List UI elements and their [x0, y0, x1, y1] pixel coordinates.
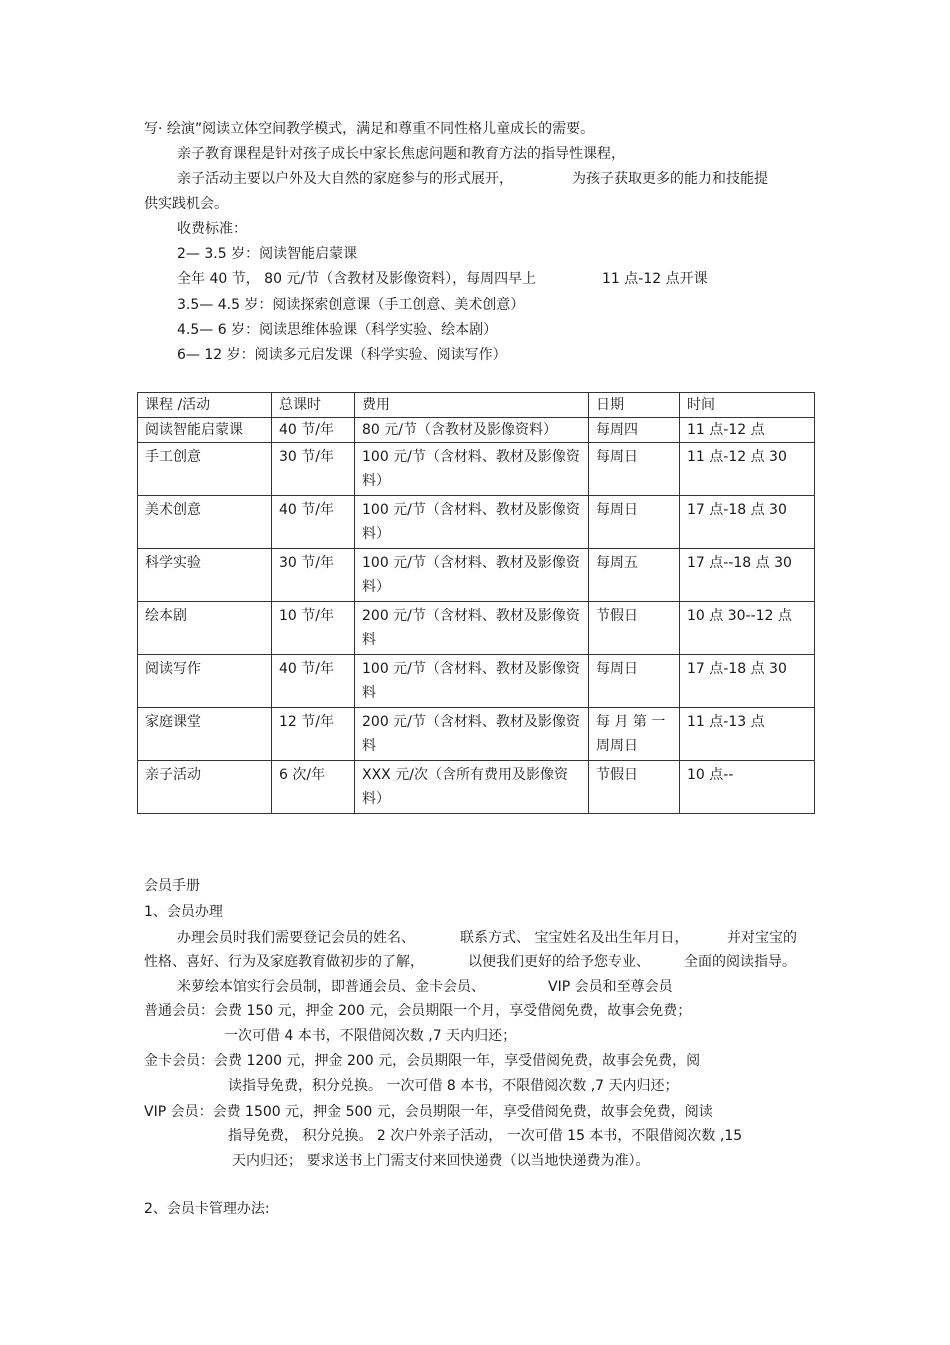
table-cell: 绘本剧 [138, 602, 272, 655]
table-cell: 17 点-18 点 30 [680, 496, 815, 549]
table-cell: 40 节/年 [272, 655, 355, 708]
intro-line: 写· 绘演”阅读立体空间教学模式，满足和尊重不同性格儿童成长的需要。 [144, 121, 595, 137]
table-cell: 17 点--18 点 30 [680, 549, 815, 602]
table-cell: 科学实验 [138, 549, 272, 602]
table-header-cell: 时间 [680, 393, 815, 418]
table-header-cell: 课程 /活动 [138, 393, 272, 418]
table-cell: 10 点-- [680, 761, 815, 814]
table-cell: 每周四 [589, 418, 680, 443]
table-cell: 200 元/节（含材料、教材及影像资料 [355, 708, 589, 761]
table-cell: 11 点-12 点 30 [680, 443, 815, 496]
table-cell: 手工创意 [138, 443, 272, 496]
table-cell: 每周日 [589, 655, 680, 708]
section-title: 会员手册 [144, 878, 200, 894]
table-row [138, 761, 815, 814]
member-text: 米萝绘本馆实行会员制，即普通会员、金卡会员、 [177, 979, 485, 995]
table-cell: 200 元/节（含材料、教材及影像资料 [355, 602, 589, 655]
table-row [138, 418, 815, 443]
fee-item: 6— 12 岁：阅读多元启发课（科学实验、阅读写作） [177, 347, 507, 363]
table-cell: 30 节/年 [272, 549, 355, 602]
member-text: VIP 会员和至尊会员 [548, 979, 673, 995]
fee-item: 2— 3.5 岁：阅读智能启蒙课 [177, 246, 358, 262]
fee-item: 11 点-12 点开课 [602, 271, 708, 287]
table-cell: 阅读智能启蒙课 [138, 418, 272, 443]
table-cell: 美术创意 [138, 496, 272, 549]
table-row [138, 496, 815, 549]
table-row [138, 602, 815, 655]
fee-item: 3.5— 4.5 岁：阅读探索创意课（手工创意、美术创意） [177, 297, 525, 313]
member-text: 天内归还； 要求送书上门需支付来回快递费（以当地快递费为准）。 [232, 1153, 650, 1169]
table-header-cell: 总课时 [272, 393, 355, 418]
table-cell: 6 次/年 [272, 761, 355, 814]
course-table [137, 392, 815, 814]
fee-heading: 收费标准： [177, 221, 247, 237]
table-cell: 12 节/年 [272, 708, 355, 761]
table-row [138, 655, 815, 708]
member-text: 指导免费， 积分兑换。 2 次户外亲子活动， 一次可借 15 本书，不限借阅次数 ,15 [228, 1128, 743, 1144]
member-text: 一次可借 4 本书，不限借阅次数 ,7 天内归还； [224, 1028, 517, 1044]
intro-line: 供实践机会。 [144, 196, 228, 212]
table-cell: 40 节/年 [272, 418, 355, 443]
table-cell: 10 点 30--12 点 [680, 602, 815, 655]
table-cell: 100 元/节（含材料、教材及影像资料） [355, 443, 589, 496]
intro-line: 为孩子获取更多的能力和技能提 [572, 171, 768, 187]
member-text: 读指导免费，积分兑换。 一次可借 8 本书，不限借阅次数 ,7 天内归还； [228, 1078, 679, 1094]
member-text: 联系方式、 宝宝姓名及出生年月日， [460, 930, 689, 946]
member-text: 性格、喜好、行为及家庭教育做初步的了解， [144, 954, 424, 970]
section-heading: 1、会员办理 [144, 904, 223, 920]
table-cell: 11 点-12 点 [680, 418, 815, 443]
member-text: VIP 会员：会费 1500 元，押金 500 元，会员期限一年，享受借阅免费，故事会免费，阅读 [144, 1104, 713, 1120]
table-cell: 100 元/节（含材料、教材及影像资料） [355, 549, 589, 602]
member-text: 全面的阅读指导。 [684, 954, 796, 970]
table-cell: XXX 元/次（含所有费用及影像资料） [355, 761, 589, 814]
table-cell: 30 节/年 [272, 443, 355, 496]
table-cell: 每周五 [589, 549, 680, 602]
table-cell: 家庭课堂 [138, 708, 272, 761]
table-row [138, 443, 815, 496]
intro-line: 亲子教育课程是针对孩子成长中家长焦虑问题和教育方法的指导性课程， [177, 146, 625, 162]
table-cell: 每 月 第 一 周周日 [589, 708, 680, 761]
table-cell: 80 元/节（含教材及影像资料） [355, 418, 589, 443]
member-text: 以便我们更好的给予您专业、 [468, 954, 650, 970]
member-text: 金卡会员：会费 1200 元，押金 200 元，会员期限一年，享受借阅免费，故事会免费，阅 [144, 1053, 701, 1069]
member-text: 普通会员：会费 150 元，押金 200 元，会员期限一个月，享受借阅免费，故事会免费； [144, 1003, 692, 1019]
table-cell: 节假日 [589, 761, 680, 814]
table-cell: 阅读写作 [138, 655, 272, 708]
member-text: 并对宝宝的 [727, 930, 797, 946]
table-cell: 每周日 [589, 496, 680, 549]
table-row [138, 549, 815, 602]
member-text: 办理会员时我们需要登记会员的姓名、 [177, 930, 415, 946]
table-cell: 11 点-13 点 [680, 708, 815, 761]
fee-item: 全年 40 节， 80 元/节（含教材及影像资料），每周四早上 [177, 271, 537, 287]
intro-line: 亲子活动主要以户外及大自然的家庭参与的形式展开， [177, 171, 513, 187]
table-cell: 亲子活动 [138, 761, 272, 814]
table-cell: 每周日 [589, 443, 680, 496]
table-cell: 100 元/节（含材料、教材及影像资料） [355, 496, 589, 549]
table-cell: 10 节/年 [272, 602, 355, 655]
section-heading: 2、会员卡管理办法: [144, 1201, 270, 1217]
fee-item: 4.5— 6 岁：阅读思维体验课（科学实验、绘本剧） [177, 322, 498, 338]
table-cell: 17 点-18 点 30 [680, 655, 815, 708]
table-header-cell: 日期 [589, 393, 680, 418]
table-cell: 40 节/年 [272, 496, 355, 549]
table-header-row [138, 393, 815, 418]
table-cell: 节假日 [589, 602, 680, 655]
table-cell: 100 元/节（含材料、教材及影像资料 [355, 655, 589, 708]
table-header-cell: 费用 [355, 393, 589, 418]
table-row [138, 708, 815, 761]
